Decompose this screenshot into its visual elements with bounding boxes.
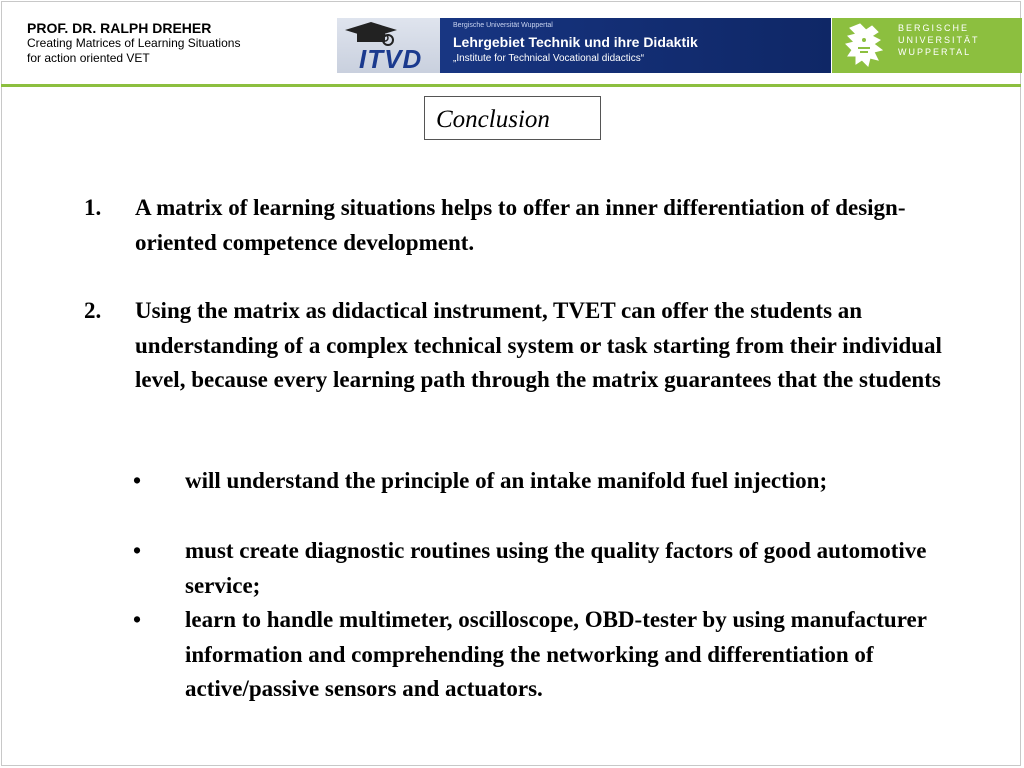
bullet-marker: • <box>133 468 142 493</box>
bullet-text: will understand the principle of an intake manifold fuel injection; <box>185 468 828 493</box>
banner-university-name: Bergische Universität Wuppertal <box>453 22 553 29</box>
university-logo <box>832 18 1022 73</box>
university-line-2: UNIVERSITÄT <box>898 35 980 45</box>
banner-title: Lehrgebiet Technik und ihre Didaktik <box>453 34 698 50</box>
presentation-subtitle-line-2: for action oriented VET <box>27 51 150 65</box>
point-text: A matrix of learning situations helps to offer an inner differentiation of design-oriented competence development. <box>135 195 906 255</box>
author-block <box>27 20 240 66</box>
bullet-text: learn to handle multimeter, oscilloscope, OBD-tester by using manufacturer information and comprehending the networking and differentiation of active/passive sensors and actuators. <box>185 607 927 701</box>
header-divider <box>1 84 1021 87</box>
itvd-logo-text: ITVD <box>359 44 423 73</box>
university-line-1: BERGISCHE <box>898 23 970 33</box>
university-line-3: WUPPERTAL <box>898 47 972 57</box>
itvd-logo <box>337 18 440 73</box>
point-number: 2. <box>84 298 102 323</box>
presentation-subtitle-line-1: Creating Matrices of Learning Situations <box>27 36 241 50</box>
lion-emblem-icon <box>842 20 892 70</box>
bullet-marker: • <box>133 607 142 632</box>
bullet-text: must create diagnostic routines using the quality factors of good automotive service; <box>185 538 927 598</box>
slide-title: Conclusion <box>436 106 550 133</box>
point-text: Using the matrix as didactical instrument, TVET can offer the students an understanding of a complex technical system or task starting from their individual level, because every learning path through the matrix guarantees that the students <box>135 298 942 392</box>
bullet-marker: • <box>133 538 142 563</box>
author-name: PROF. DR. RALPH DREHER <box>27 20 212 36</box>
university-name <box>898 22 980 58</box>
title-box <box>424 96 601 140</box>
banner-subtitle: „Institute for Technical Vocational didactics“ <box>453 53 645 64</box>
point-number: 1. <box>84 195 102 220</box>
itvd-banner <box>337 18 831 73</box>
